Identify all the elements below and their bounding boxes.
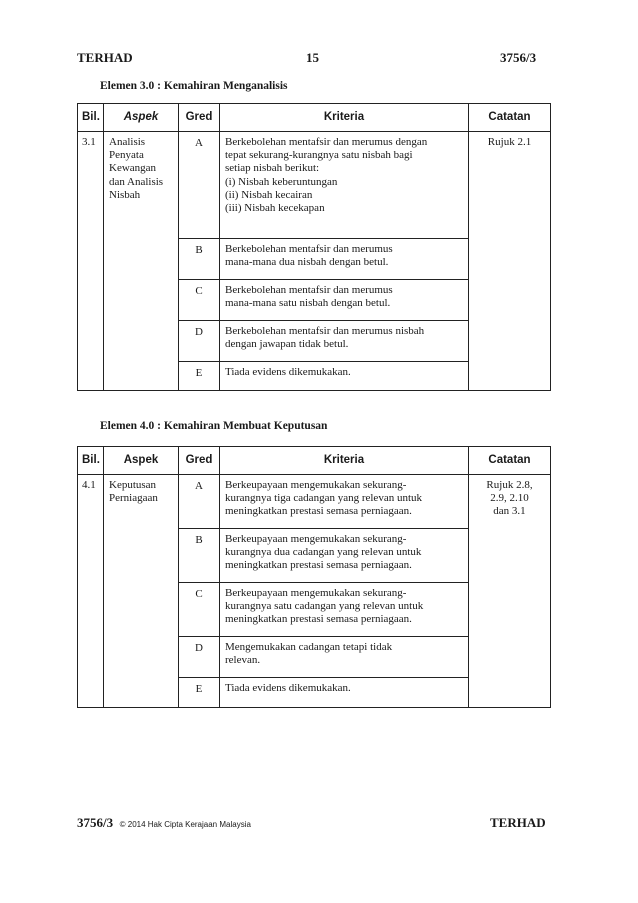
kriteria-line: Berkebolehan mentafsir dan merumus <box>225 284 393 296</box>
aspek-line: dan Analisis <box>109 175 164 188</box>
aspek-cell <box>104 132 179 391</box>
element4-table <box>77 446 551 708</box>
grade-cell: D <box>179 321 220 362</box>
kriteria-cell <box>220 280 469 321</box>
aspek-line: Penyata <box>109 149 144 162</box>
kriteria-cell <box>220 239 469 280</box>
col-aspek: Aspek <box>104 447 179 475</box>
catatan-line: Rujuk 2.8, <box>486 479 533 491</box>
footer-right: TERHAD <box>490 815 546 830</box>
kriteria-cell <box>220 637 469 678</box>
footer-copyright: © 2014 Hak Cipta Kerajaan Malaysia <box>119 820 251 829</box>
grade-cell: E <box>179 362 220 391</box>
footer-left <box>77 815 251 831</box>
col-catatan: Catatan <box>469 447 551 475</box>
element4-title: Elemen 4.0 : Kemahiran Membuat Keputusan <box>100 420 328 432</box>
aspek-line: Analisis <box>109 136 146 148</box>
kriteria-cell <box>220 583 469 637</box>
aspek-line: Perniagaan <box>109 492 158 505</box>
header-left: TERHAD <box>77 50 133 65</box>
catatan-cell <box>469 132 551 391</box>
catatan-line: Rujuk 2.1 <box>487 136 532 148</box>
kriteria-line: meningkatkan prestasi semasa perniagaan. <box>225 505 412 518</box>
kriteria-line: relevan. <box>225 654 261 667</box>
aspek-line: Kewangan <box>109 162 157 175</box>
kriteria-line: Berkeupayaan mengemukakan sekurang- <box>225 479 407 491</box>
kriteria-line: Berkebolehan mentafsir dan merumus <box>225 243 393 255</box>
kriteria-line: kurangnya dua cadangan yang relevan untuk <box>225 546 422 559</box>
kriteria-line: Tiada evidens dikemukakan. <box>225 682 351 694</box>
grade-cell: D <box>179 637 220 678</box>
col-kriteria: Kriteria <box>220 447 469 475</box>
kriteria-line: Mengemukakan cadangan tetapi tidak <box>225 641 393 653</box>
catatan-line: 2.9, 2.10 <box>490 492 529 505</box>
element3-body <box>78 132 551 391</box>
table-row <box>78 475 551 529</box>
kriteria-line: Berkeupayaan mengemukakan sekurang- <box>225 587 407 599</box>
aspek-line: Keputusan <box>109 479 157 491</box>
kriteria-line: meningkatkan prestasi semasa perniagaan. <box>225 613 412 626</box>
kriteria-cell <box>220 362 469 391</box>
kriteria-cell <box>220 678 469 708</box>
aspek-line: Nisbah <box>109 188 141 201</box>
col-gred: Gred <box>179 104 220 132</box>
col-gred: Gred <box>179 447 220 475</box>
kriteria-cell <box>220 529 469 583</box>
kriteria-line: tepat sekurang-kurangnya satu nisbah bagi <box>225 149 413 162</box>
kriteria-line: kurangnya tiga cadangan yang relevan untuk <box>225 492 423 505</box>
grade-cell: B <box>179 239 220 280</box>
table-row <box>78 132 551 239</box>
kriteria-line: Tiada evidens dikemukakan. <box>225 366 351 378</box>
grade-cell: C <box>179 583 220 637</box>
kriteria-line: mana-mana satu nisbah dengan betul. <box>225 297 391 310</box>
col-kriteria: Kriteria <box>220 104 469 132</box>
element4-header-row <box>78 447 551 475</box>
grade-cell: B <box>179 529 220 583</box>
kriteria-line: meningkatkan prestasi semasa perniagaan. <box>225 559 412 572</box>
kriteria-line: Berkeupayaan mengemukakan sekurang- <box>225 533 407 545</box>
col-bil: Bil. <box>78 104 104 132</box>
kriteria-line: (i) Nisbah keberuntungan <box>225 175 338 188</box>
col-aspek: Aspek <box>104 104 179 132</box>
kriteria-line: Berkebolehan mentafsir dan merumus nisbah <box>225 325 425 337</box>
kriteria-line: setiap nisbah berikut: <box>225 162 320 175</box>
grade-cell: C <box>179 280 220 321</box>
kriteria-line: mana-mana dua nisbah dengan betul. <box>225 256 389 269</box>
col-bil: Bil. <box>78 447 104 475</box>
bil-cell: 3.1 <box>78 132 104 391</box>
grade-cell: A <box>179 132 220 239</box>
element3-header-row <box>78 104 551 132</box>
element3-table <box>77 103 551 391</box>
grade-cell: E <box>179 678 220 708</box>
kriteria-cell <box>220 321 469 362</box>
bil-cell: 4.1 <box>78 475 104 708</box>
kriteria-line: kurangnya satu cadangan yang relevan untuk <box>225 600 424 613</box>
aspek-cell <box>104 475 179 708</box>
kriteria-line: dengan jawapan tidak betul. <box>225 338 349 351</box>
page-number: 15 <box>306 50 319 65</box>
header-right: 3756/3 <box>500 50 537 65</box>
kriteria-cell <box>220 475 469 529</box>
element4-body <box>78 475 551 708</box>
kriteria-cell <box>220 132 469 239</box>
kriteria-line: (ii) Nisbah kecairan <box>225 188 313 201</box>
grade-cell: A <box>179 475 220 529</box>
element3-title: Elemen 3.0 : Kemahiran Menganalisis <box>100 80 288 92</box>
kriteria-line: Berkebolehan mentafsir dan merumus dengan <box>225 136 428 148</box>
catatan-line: dan 3.1 <box>493 505 526 518</box>
footer-code: 3756/3 <box>77 815 114 830</box>
kriteria-line: (iii) Nisbah kecekapan <box>225 201 325 214</box>
col-catatan: Catatan <box>469 104 551 132</box>
catatan-cell <box>469 475 551 708</box>
